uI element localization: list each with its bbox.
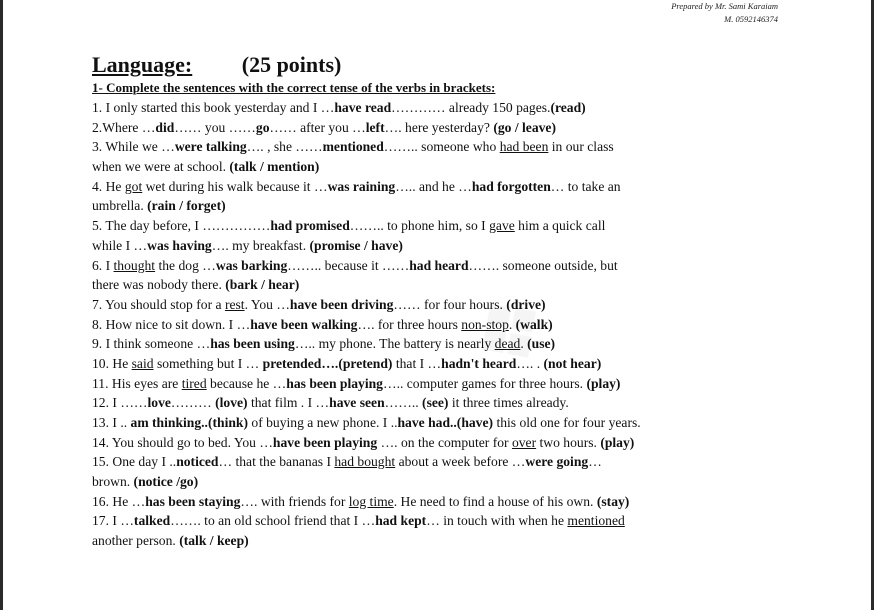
- underlined-text: tired: [181, 375, 207, 391]
- sentence-text: it three times already.: [448, 395, 569, 411]
- sentence-text: 11. His eyes are: [92, 375, 182, 391]
- sentence-text: the dog …: [155, 257, 216, 273]
- answer-text: talked: [133, 513, 171, 529]
- sentence-text: about a week before …: [395, 454, 526, 470]
- sentence-text: …….. to phone him, so I: [349, 218, 490, 234]
- answer-text: have been driving: [289, 296, 394, 312]
- sentence-text: 14. You should go to bed. You …: [92, 434, 273, 450]
- sentence-text: 16. He …: [92, 493, 146, 509]
- section-points: (25 points): [241, 52, 342, 77]
- exercise-lines: [92, 98, 797, 551]
- answer-text: mentioned: [322, 139, 384, 155]
- answer-text: was having: [147, 237, 212, 253]
- answer-text: (play): [586, 375, 621, 391]
- exercise-line: [92, 236, 797, 256]
- exercise-line: [92, 452, 797, 472]
- answer-text: has been staying: [145, 493, 241, 509]
- sentence-text: …….. someone who: [383, 139, 500, 155]
- sentence-text: …. with friends for: [240, 493, 349, 509]
- exercise-line: [92, 98, 797, 118]
- answer-text: (talk / mention): [229, 159, 320, 175]
- sentence-text: that I …: [392, 355, 442, 371]
- sentence-text: 1. I only started this book yesterday and I …: [92, 100, 335, 115]
- sentence-text: .: [508, 316, 516, 332]
- sentence-text: . He need to find a house of his own.: [393, 493, 597, 509]
- underlined-text: rest: [224, 296, 245, 312]
- underlined-text: non-stop: [461, 316, 509, 332]
- underlined-text: had bought: [334, 454, 396, 470]
- sentence-text: …. here yesterday?: [384, 119, 494, 135]
- answer-text: (use): [527, 336, 556, 352]
- sentence-text: while I …: [92, 237, 148, 253]
- sentence-text: . You …: [244, 296, 290, 312]
- underlined-text: had been: [499, 139, 549, 155]
- sentence-text: because he …: [206, 375, 287, 391]
- answer-text: was barking: [215, 257, 288, 273]
- exercise-line: [92, 137, 797, 157]
- section-title: Language:: [92, 52, 193, 77]
- page-edge-left: [0, 0, 3, 610]
- exercise-instruction: 1- Complete the sentences with the correct tense of the verbs in brackets:: [92, 80, 496, 95]
- answer-text: had heard: [409, 257, 469, 273]
- answer-text: has been playing: [286, 375, 383, 391]
- answer-text: have seen: [329, 395, 385, 411]
- answer-text: (talk / keep): [179, 533, 249, 549]
- sentence-text: … in touch with when he: [426, 513, 568, 529]
- prepared-by-name: Prepared by Mr. Sami Karaiam: [671, 1, 778, 11]
- underlined-text: mentioned: [567, 513, 625, 529]
- exercise-line: [92, 216, 797, 236]
- answer-text: (see): [422, 395, 449, 411]
- exercise-line: [92, 492, 797, 512]
- sentence-text: …: [588, 454, 602, 470]
- sentence-text: ……. to an old school friend that I …: [170, 513, 376, 529]
- section-header: [92, 52, 341, 82]
- sentence-text: …….. because it ……: [287, 257, 410, 273]
- answer-text: (promise / have): [309, 237, 403, 253]
- answer-text: am thinking..(think): [130, 415, 248, 430]
- sentence-text: of buying a new phone. I ..: [248, 415, 398, 430]
- sentence-text: …. , she ……: [246, 139, 323, 155]
- sentence-text: …. on the computer for: [377, 434, 512, 450]
- answer-text: love: [147, 395, 171, 411]
- exercise-line: [92, 315, 797, 335]
- answer-text: had forgotten: [471, 178, 551, 194]
- sentence-text: brown.: [92, 474, 134, 490]
- exercise-line: [92, 295, 797, 315]
- sentence-text: 7. You should stop for a: [92, 296, 225, 312]
- sentence-text: 4. He: [92, 178, 125, 194]
- sentence-text: umbrella.: [92, 198, 148, 214]
- answer-text: (bark / hear): [225, 277, 300, 293]
- exercise-line: [92, 393, 797, 413]
- sentence-text: …… you ……: [174, 119, 256, 135]
- underlined-text: thought: [113, 257, 156, 273]
- answer-text: (walk): [515, 316, 553, 332]
- sentence-text: …. my breakfast.: [211, 237, 310, 253]
- sentence-text: 12. I ……: [92, 395, 148, 411]
- sentence-text: ….. my phone. The battery is nearly: [294, 336, 495, 352]
- answer-text: have read: [334, 100, 392, 115]
- sentence-text: that film . I …: [247, 395, 330, 411]
- prepared-by-phone: M. 0592146374: [724, 14, 778, 24]
- sentence-text: …… after you …: [269, 119, 366, 135]
- sentence-text: 10. He: [92, 355, 132, 371]
- answer-text: (play): [600, 434, 635, 450]
- sentence-text: there was nobody there.: [92, 277, 226, 293]
- sentence-text: …. for three hours: [357, 316, 462, 332]
- sentence-text: … that the bananas I: [218, 454, 335, 470]
- answer-text: (not hear): [543, 355, 602, 371]
- sentence-text: 5. The day before, I ……………: [92, 218, 271, 234]
- sentence-text: 17. I …: [92, 513, 134, 529]
- exercise-line: [92, 531, 797, 551]
- sentence-text: ……..: [384, 395, 423, 411]
- answer-text: had promised: [270, 218, 350, 234]
- answer-text: (drive): [506, 296, 546, 312]
- sentence-text: ….. and he …: [395, 178, 472, 194]
- answer-text: have had..(have): [397, 415, 494, 430]
- sentence-text: wet during his walk because it …: [142, 178, 328, 194]
- sentence-text: in our class: [548, 139, 614, 155]
- sentence-text: 3. While we …: [92, 139, 175, 155]
- sentence-text: 15. One day I ..: [92, 454, 177, 470]
- sentence-text: …… for four hours.: [393, 296, 507, 312]
- prepared-by-note: [671, 0, 778, 26]
- sentence-text: 8. How nice to sit down. I …: [92, 316, 251, 332]
- underlined-text: log time: [348, 493, 394, 509]
- answer-text: (notice /go): [133, 474, 199, 490]
- answer-text: pretended….(pretend): [262, 355, 393, 371]
- sentence-text: 13. I ..: [92, 415, 131, 430]
- sentence-text: two hours.: [536, 434, 601, 450]
- sentence-text: ………: [170, 395, 216, 411]
- answer-text: have been walking: [250, 316, 358, 332]
- exercise-line: [92, 196, 797, 216]
- answer-text: were going: [525, 454, 589, 470]
- answer-text: (go / leave): [493, 119, 556, 135]
- sentence-text: …. .: [516, 355, 544, 371]
- answer-text: has been using: [210, 336, 295, 352]
- sentence-text: 9. I think someone …: [92, 336, 211, 352]
- exercise-line: [92, 413, 797, 433]
- exercise-line: [92, 433, 797, 453]
- answer-text: was raining: [327, 178, 396, 194]
- answer-text: noticed: [176, 454, 219, 470]
- exercise-line: [92, 275, 797, 295]
- answer-text: (rain / forget): [147, 198, 226, 214]
- answer-text: (read): [550, 100, 586, 115]
- underlined-text: said: [131, 355, 154, 371]
- underlined-text: got: [124, 178, 143, 194]
- sentence-text: ………… already 150 pages.: [391, 100, 551, 115]
- answer-text: did: [155, 119, 175, 135]
- answer-text: had kept: [375, 513, 427, 529]
- exercise-line: [92, 334, 797, 354]
- sentence-text: him a quick call: [514, 218, 606, 234]
- exercise-line: [92, 511, 797, 531]
- answer-text: (love): [215, 395, 248, 411]
- answer-text: hadn't heard: [441, 355, 517, 371]
- sentence-text: ….. computer games for three hours.: [382, 375, 587, 391]
- sentence-text: 6. I: [92, 257, 114, 273]
- sentence-text: when we were at school.: [92, 159, 230, 175]
- underlined-text: gave: [489, 218, 515, 234]
- exercise-line: [92, 472, 797, 492]
- exercise-line: [92, 354, 797, 374]
- answer-text: were talking: [174, 139, 247, 155]
- underlined-text: over: [511, 434, 537, 450]
- exercise-line: [92, 118, 797, 138]
- sentence-text: .: [520, 336, 528, 352]
- sentence-text: another person.: [92, 533, 180, 549]
- sentence-text: this old one for four years.: [493, 415, 641, 430]
- exercise-line: [92, 157, 797, 177]
- answer-text: have been playing: [272, 434, 378, 450]
- sentence-text: something but I …: [153, 355, 263, 371]
- answer-text: (stay): [596, 493, 630, 509]
- sentence-text: 2.Where …: [92, 119, 156, 135]
- underlined-text: dead: [494, 336, 521, 352]
- answer-text: left: [365, 119, 385, 135]
- sentence-text: ……. someone outside, but: [468, 257, 618, 273]
- exercise-line: [92, 256, 797, 276]
- exercise-line: [92, 374, 797, 394]
- exercise-line: [92, 177, 797, 197]
- sentence-text: … to take an: [550, 178, 621, 194]
- answer-text: go: [255, 119, 270, 135]
